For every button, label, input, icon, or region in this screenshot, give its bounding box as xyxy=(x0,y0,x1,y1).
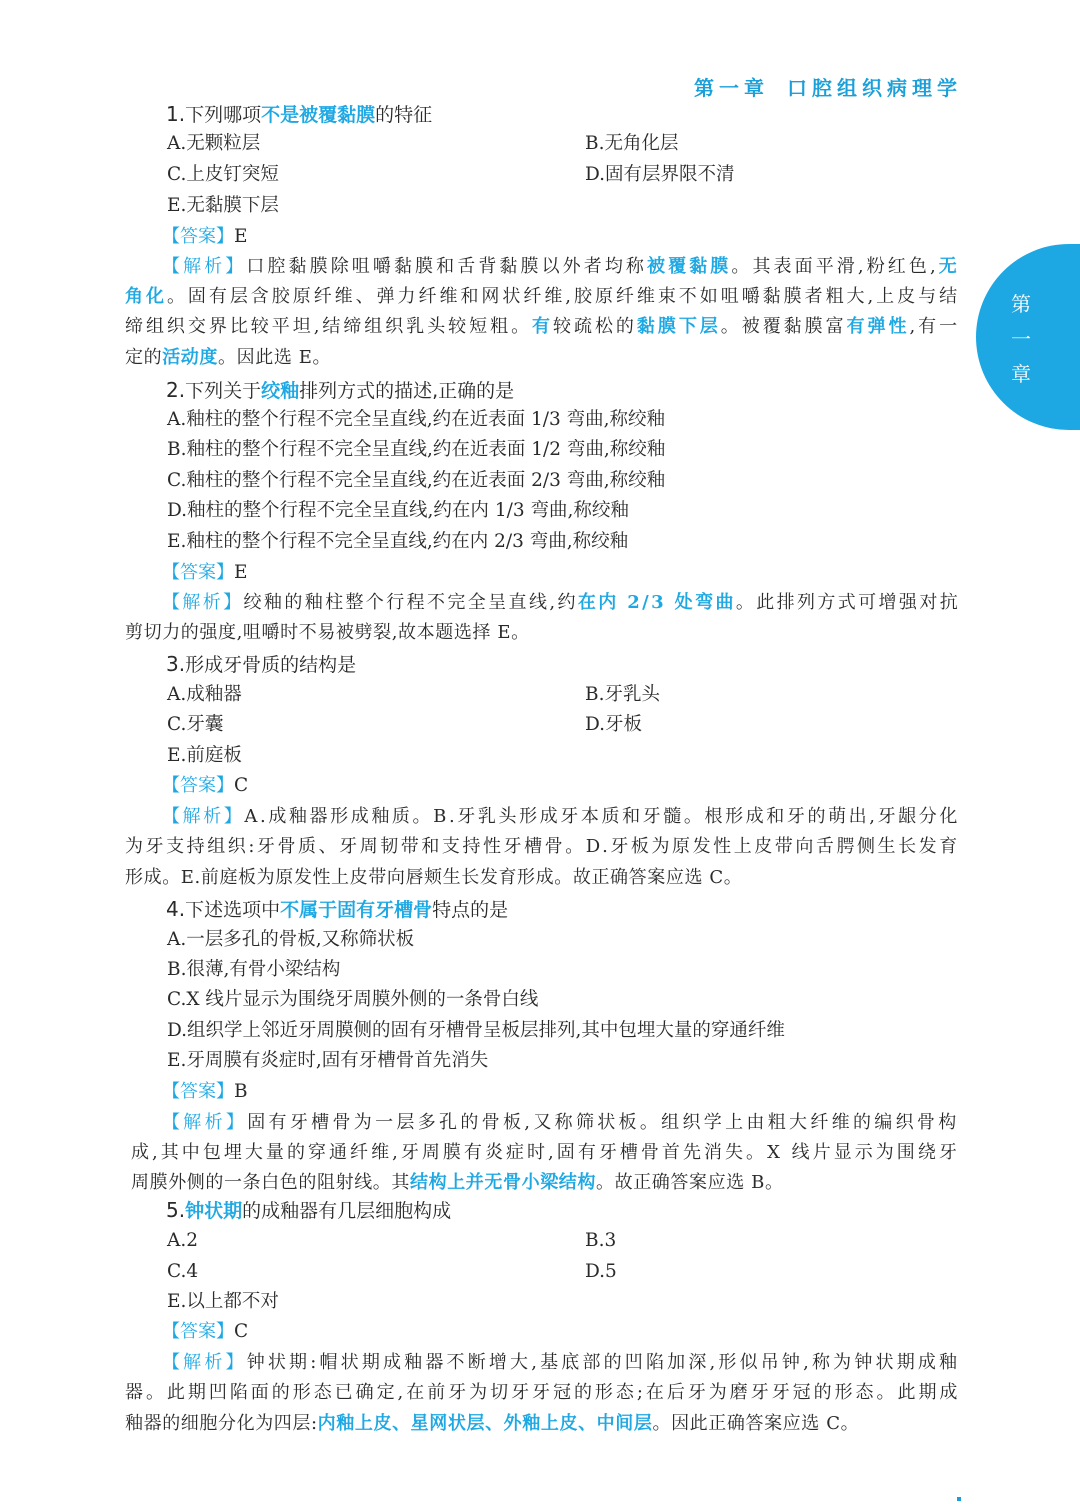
analysis-line xyxy=(125,1412,859,1436)
question-stem xyxy=(166,378,514,403)
analysis-line xyxy=(162,1351,960,1375)
text-run: 。此排列方式可增强对抗 xyxy=(735,592,961,613)
text-run: 缔组织交界比较平坦,结缔组织乳头较短粗。 xyxy=(125,316,533,337)
text-run: 钟状期:帽状期成釉器不断增大,基底部的凹陷加深,形似吊钟,称为钟状期成釉 xyxy=(246,1352,961,1373)
text-run: 。被覆黏膜富 xyxy=(720,316,847,337)
answer-option: B.釉柱的整个行程不完全呈直线,约在近表面 1/2 弯曲,称绞釉 xyxy=(167,439,666,460)
answer-line xyxy=(162,561,248,585)
analysis-line xyxy=(125,346,331,370)
analysis-line xyxy=(162,591,960,615)
text-run: 为牙支持组织:牙骨质、牙周韧带和支持性牙槽骨。D.牙板为原发性上皮带向舌腭侧生长发育 xyxy=(125,836,960,857)
analysis-label: 【解析】 xyxy=(162,1112,248,1133)
text-run: 。其表面平滑,粉红色, xyxy=(731,256,939,277)
text-run: 形成牙骨质的结构是 xyxy=(185,654,357,676)
chapter-side-tab xyxy=(976,244,1080,430)
text-run: 剪切力的强度,咀嚼时不易被劈裂,故本题选择 E。 xyxy=(125,622,530,643)
answer-value: C xyxy=(234,1321,249,1342)
analysis-line xyxy=(125,835,960,859)
analysis-line xyxy=(162,805,960,829)
text-run: 釉器的细胞分化为四层: xyxy=(125,1413,318,1434)
text-run: 下列哪项 xyxy=(185,104,262,126)
text-run: 周膜外侧的一条白色的阻射线。其 xyxy=(131,1172,410,1193)
text-run: 下述选项中 xyxy=(185,899,281,921)
question-stem xyxy=(166,102,432,127)
question-number: 3. xyxy=(166,652,186,676)
text-run: 固有牙槽骨为一层多孔的骨板,又称筛状板。组织学上由粗大纤维的编织骨构 xyxy=(247,1112,960,1133)
answer-option: E.牙周膜有炎症时,固有牙槽骨首先消失 xyxy=(167,1050,489,1071)
highlighted-term: 不是被覆黏膜 xyxy=(261,104,376,126)
text-run: 的成釉器有几层细胞构成 xyxy=(242,1200,452,1222)
answer-option: A.2 xyxy=(167,1230,199,1251)
answer-option: A.无颗粒层 xyxy=(167,133,261,154)
answer-option: A.成釉器 xyxy=(167,684,242,705)
highlighted-term: 无 xyxy=(938,256,960,277)
answer-label: 【答案】 xyxy=(162,226,234,247)
answer-value: C xyxy=(234,775,249,796)
analysis-label: 【解析】 xyxy=(162,1352,247,1373)
text-run: 定的 xyxy=(125,347,163,368)
answer-option: C.釉柱的整个行程不完全呈直线,约在近表面 2/3 弯曲,称绞釉 xyxy=(167,470,666,491)
answer-label: 【答案】 xyxy=(162,1081,234,1102)
answer-option: B.3 xyxy=(585,1230,617,1251)
question-stem xyxy=(166,652,356,677)
highlighted-term: 绞釉 xyxy=(261,380,300,402)
answer-option: A.一层多孔的骨板,又称筛状板 xyxy=(167,929,415,950)
chapter-number: 第一章 xyxy=(694,76,769,100)
answer-option: C.上皮钉突短 xyxy=(167,164,279,185)
answer-option: E.无黏膜下层 xyxy=(167,195,279,216)
text-run: 的特征 xyxy=(375,104,433,126)
highlighted-term: 在内 2/3 处弯曲 xyxy=(577,592,736,613)
answer-option: C.4 xyxy=(167,1261,199,1282)
tab-char: 第 xyxy=(1011,292,1031,316)
answer-option: D.牙板 xyxy=(585,714,643,735)
answer-label: 【答案】 xyxy=(162,775,234,796)
text-run: 口腔黏膜除咀嚼黏膜和舌背黏膜以外者均称 xyxy=(246,256,648,277)
text-run: 。固有层含胶原纤维、弹力纤维和网状纤维,胶原纤维束不如咀嚼黏膜者粗大,上皮与结 xyxy=(166,286,961,307)
answer-option: D.固有层界限不清 xyxy=(585,164,735,185)
answer-label: 【答案】 xyxy=(162,1321,234,1342)
question-number: 1. xyxy=(166,102,186,126)
highlighted-term: 有弹性 xyxy=(846,316,910,337)
answer-value: E xyxy=(234,226,248,247)
answer-option: B.很薄,有骨小梁结构 xyxy=(167,959,341,980)
answer-option: C.牙囊 xyxy=(167,714,224,735)
highlighted-term: 被覆黏膜 xyxy=(647,256,732,277)
text-run: 成,其中包埋大量的穿通纤维,牙周膜有炎症时,固有牙槽骨首先消失。X 线片显示为围绕牙 xyxy=(131,1142,960,1163)
answer-option: D.组织学上邻近牙周膜侧的固有牙槽骨呈板层排列,其中包埋大量的穿通纤维 xyxy=(167,1020,785,1041)
analysis-label: 【解析】 xyxy=(162,256,247,277)
text-run: 。故正确答案应选 B。 xyxy=(596,1172,784,1193)
answer-option: B.无角化层 xyxy=(585,133,679,154)
text-run: 器。此期凹陷面的形态已确定,在前牙为切牙牙冠的形态;在后牙为磨牙牙冠的形态。此期成 xyxy=(125,1382,961,1403)
text-run: 。因此正确答案应选 C。 xyxy=(652,1413,860,1434)
highlighted-term: 内釉上皮、星网状层、外釉上皮、中间层 xyxy=(317,1413,653,1434)
answer-line xyxy=(162,225,248,249)
analysis-line xyxy=(125,1381,960,1405)
text-run: 。因此选 E。 xyxy=(218,347,332,368)
text-run: 绞釉的釉柱整个行程不完全呈直线,约 xyxy=(243,592,578,613)
answer-line xyxy=(162,1320,248,1344)
highlighted-term: 结构上并无骨小梁结构 xyxy=(410,1172,596,1193)
analysis-line xyxy=(162,255,960,279)
chapter-subject: 口腔组织病理学 xyxy=(787,76,962,100)
answer-option: E.以上都不对 xyxy=(167,1291,279,1312)
highlighted-term: 黏膜下层 xyxy=(636,316,721,337)
question-stem xyxy=(166,897,508,922)
answer-option: D.5 xyxy=(585,1261,617,1282)
tab-char: 一 xyxy=(1011,327,1031,351)
question-number: 2. xyxy=(166,378,186,402)
highlighted-term: 不属于固有牙槽骨 xyxy=(280,899,433,921)
text-run: ,有一 xyxy=(909,316,961,337)
tab-char: 章 xyxy=(1011,362,1031,386)
analysis-line xyxy=(125,285,960,309)
analysis-line xyxy=(162,1111,960,1135)
answer-line xyxy=(162,774,248,798)
running-header xyxy=(694,72,962,101)
answer-option: C.X 线片显示为围绕牙周膜外侧的一条骨白线 xyxy=(167,989,539,1010)
answer-value: B xyxy=(234,1081,248,1102)
page-marker xyxy=(957,1497,961,1501)
analysis-line xyxy=(125,866,742,890)
answer-label: 【答案】 xyxy=(162,562,234,583)
text-run: 较疏松的 xyxy=(553,316,637,337)
question-number: 5. xyxy=(166,1198,186,1222)
highlighted-term: 角化 xyxy=(125,286,167,307)
answer-line xyxy=(162,1080,248,1104)
analysis-line xyxy=(131,1141,960,1165)
highlighted-term: 活动度 xyxy=(162,347,219,368)
answer-option: E.前庭板 xyxy=(167,745,242,766)
answer-option: D.釉柱的整个行程不完全呈直线,约在内 1/3 弯曲,称绞釉 xyxy=(167,500,629,521)
answer-value: E xyxy=(234,562,248,583)
question-number: 4. xyxy=(166,897,186,921)
question-stem xyxy=(166,1198,451,1223)
analysis-label: 【解析】 xyxy=(162,592,244,613)
answer-option: A.釉柱的整个行程不完全呈直线,约在近表面 1/3 弯曲,称绞釉 xyxy=(167,409,666,430)
highlighted-term: 钟状期 xyxy=(185,1200,243,1222)
analysis-line xyxy=(125,621,530,645)
answer-option: E.釉柱的整个行程不完全呈直线,约在内 2/3 弯曲,称绞釉 xyxy=(167,531,629,552)
analysis-line xyxy=(131,1171,784,1195)
answer-option: B.牙乳头 xyxy=(585,684,660,705)
analysis-label: 【解析】 xyxy=(162,806,245,827)
highlighted-term: 有 xyxy=(532,316,554,337)
text-run: 形成。E.前庭板为原发性上皮带向唇颊生长发育形成。故正确答案应选 C。 xyxy=(125,867,743,888)
text-run: A.成釉器形成釉质。B.牙乳头形成牙本质和牙髓。根形成和牙的萌出,牙龈分化 xyxy=(244,806,960,827)
text-run: 特点的是 xyxy=(432,899,509,921)
text-run: 排列方式的描述,正确的是 xyxy=(299,380,515,402)
text-run: 下列关于 xyxy=(185,380,262,402)
analysis-line xyxy=(125,315,960,339)
